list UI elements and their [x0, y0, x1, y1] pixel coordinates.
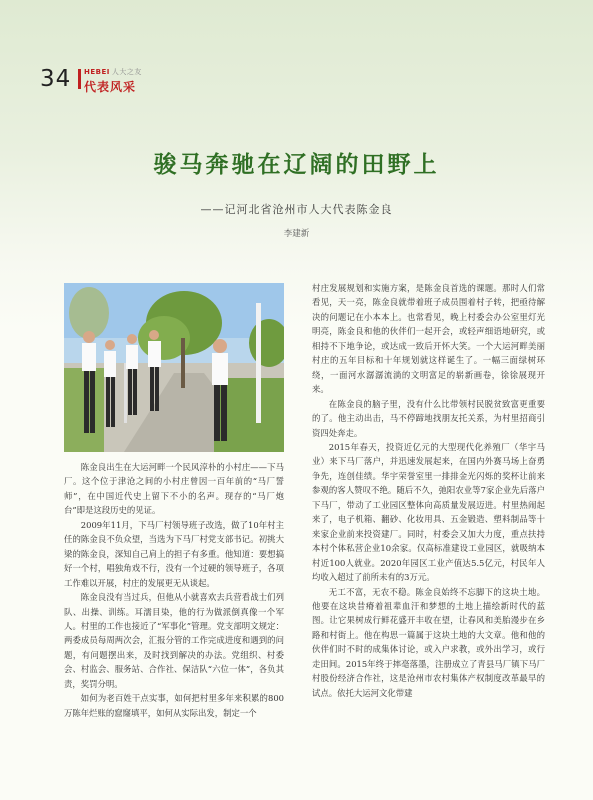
- article-subtitle: ——记河北省沧州市人大代表陈金良: [200, 203, 393, 216]
- paragraph: 2009年11月，下马厂村领导班子改选，做了10年村主任的陈金良不负众望，当选为下马厂村党支部书记。初挑大梁的陈金良，深知自己肩上的担子有多重。他知道：要想搞好一个村，唱独角戏不行，没有一个过硬的领导班子，各项工作难以开展，村庄的发展更无从谈起。: [64, 519, 284, 588]
- section-name: 代表风采: [84, 80, 137, 94]
- page-number: 34: [40, 66, 72, 92]
- brand-accent-bar: [78, 69, 81, 89]
- paragraph: 陈金良没有当过兵，但他从小就喜欢去兵营看战士们列队、出操、训练。耳濡目染，他的行为做派倒真像一个军人。村里的工作也接近了“军事化”管理。党支部明文规定：两委成员每周两次会，汇报分管的工作完成进度和遇到的问题，有问题摆出来，及时找到解决的办法。党组织、村委会、村监会、服务站、合作社、保洁队“六位一体”，各负其责，奖罚分明。: [64, 592, 284, 689]
- paragraph: 陈金良出生在大运河畔一个民风淳朴的小村庄——下马厂。这个位于津沧之间的小村庄曾因一百年前的“马厂誓师”，在中国近代史上留下不小的名声。现存的“马厂炮台”即是这段历史的见证。: [64, 462, 284, 516]
- article-title: 骏马奔驰在辽阔的田野上: [153, 151, 440, 178]
- paragraph: 村庄发展规划和实施方案，是陈金良首选的课题。那时人们常看见，天一亮，陈金良就带着班子成员围着村子转，把亟待解决的问题记在小本本上。也常看见，晚上村委会办公室里灯光明亮，陈金良和他的伙伴们一起开会，或轻声细语地研究，或相持不下地争论，或达成一致后开怀大笑。一个大运河畔美丽村庄的五年目标和十年规划就这样诞生了。一幅三面绿树环绕，一面河水潺潺流淌的文明富足的崭新画卷，徐徐展现开来。: [312, 283, 545, 395]
- right-column: [312, 281, 545, 700]
- village-road-photo-illustration: [64, 283, 284, 452]
- brand-en: HEBEI: [84, 68, 110, 76]
- brand-line: [84, 67, 142, 77]
- article-author: 李建新: [283, 229, 310, 239]
- magazine-brand: [84, 67, 142, 95]
- paragraph: 无工不富，无农不稳。陈金良始终不忘脚下的这块土地。他要在这块昔瘠着祖辈血汗和梦想的土地上描绘新时代的蓝图。让它果树成行鲜花盛开丰收在望，让春风和美胎漫步在乡路和村街上。他在构思一篇属于这块土地的大文章。他和他的伙伴们时不时的成集体讨论，或入户求教，或外出学习，或行走田间。2015年终于摔毫落墨，注册成立了青县马厂镇下马厂村股份经济合作社，这是沧州市农村集体产权制度改革最早的试点。依托大运河文化带建: [312, 586, 545, 698]
- paragraph: 如何为老百姓干点实事，如何把村里多年来积累的800万陈年烂账的窟窿填平，如何从实际出发，制定一个: [64, 693, 284, 718]
- brand-sub: 人大之友: [111, 68, 142, 76]
- paragraph: 在陈金良的脑子里，没有什么比带领村民脱贫致富更重要的了。他主动出击，马不停蹄地找朋友托关系，为村里招商引资四处奔走。: [312, 398, 545, 438]
- paragraph: 2015年春天，投资近亿元的大型现代化养殖厂（华宇马业）来下马厂落户，并迅速发展起来，在国内外赛马场上奋勇争先，连创佳绩。华宇荣誉室里一排排金光闪烁的奖杯让前来参观的客人赞叹不绝。随后不久，弛阳农业等7家企业先后落户下马厂，带动了工业园区整体向高质量发展迈进。村里热闹起来了，电子机箱、翻砂、化妆用具、五金锻造、塑料制品等十来家企业前来投资建厂。同时，村委会又加大力度，重点扶持本村个体私营企业10余家。仅高标准建设工业园区，就吸纳本村近100人就业。2020年园区工业产值达5.5亿元，村民年人均收入超过了前所未有的3万元。: [312, 441, 545, 583]
- left-column: [64, 460, 284, 720]
- article-photo: [64, 283, 284, 452]
